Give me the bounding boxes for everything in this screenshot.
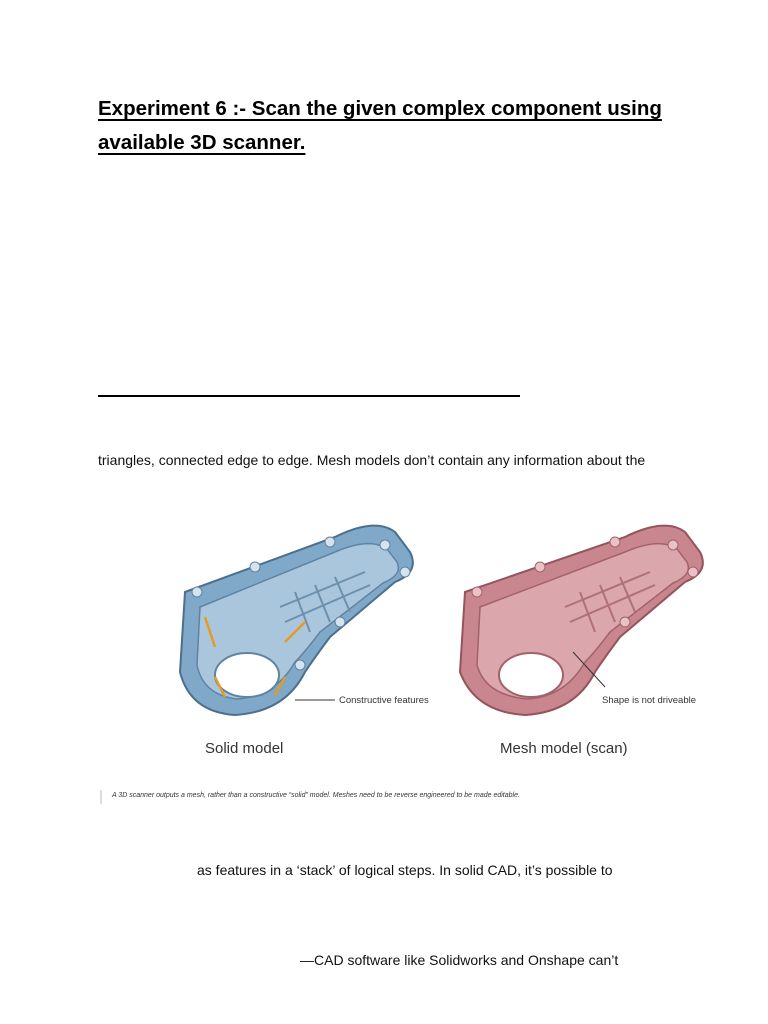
mesh-model-illustration — [460, 526, 703, 715]
experiment-heading — [98, 92, 698, 160]
solid-model-illustration — [180, 526, 413, 715]
solid-vs-mesh-figure — [155, 497, 725, 767]
solid-model-label: Solid model — [205, 740, 284, 757]
paragraph-1: triangles, connected edge to edge. Mesh models don’t contain any information about the — [98, 452, 646, 468]
caption-bar — [100, 790, 102, 804]
figure-caption: A 3D scanner outputs a mesh, rather than a constructive “solid” model. Meshes need to be reverse engineered to be made editable. — [112, 792, 520, 799]
heading-line-2: available 3D scanner. — [98, 131, 306, 154]
heading-line-1: Experiment 6 :- Scan the given complex component using — [98, 97, 662, 120]
mesh-model-label: Mesh model (scan) — [500, 740, 628, 757]
shape-not-driveable-callout: Shape is not driveable — [602, 695, 697, 706]
paragraph-3: —CAD software like Solidworks and Onshape can’t — [300, 952, 619, 968]
figure-illustration — [155, 497, 725, 767]
constructive-features-callout: Constructive features — [339, 695, 429, 706]
paragraph-2: as features in a ‘stack’ of logical steps. In solid CAD, it’s possible to — [197, 862, 613, 878]
horizontal-rule — [98, 395, 520, 397]
